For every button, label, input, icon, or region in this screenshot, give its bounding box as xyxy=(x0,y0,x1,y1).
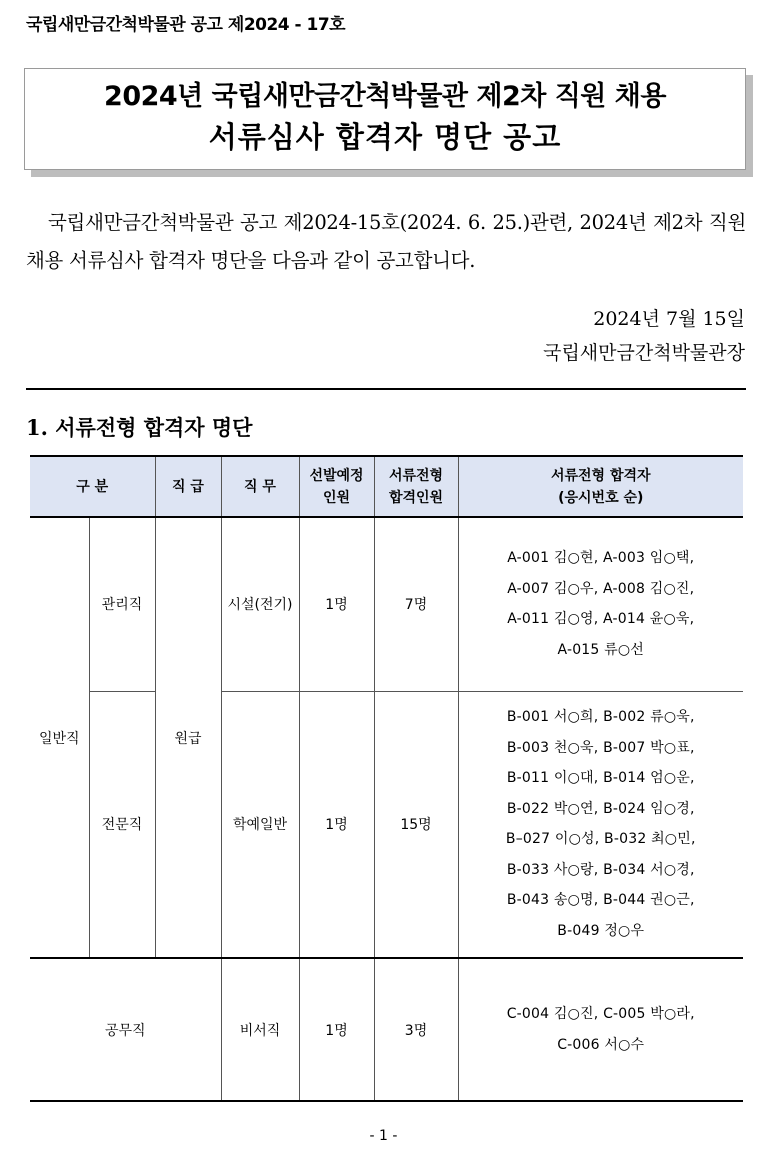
cell-names xyxy=(458,958,743,1101)
cell-duty: 시설(전기) xyxy=(221,517,299,691)
cell-planned: 1명 xyxy=(299,517,374,691)
name-line: B-001 서○희, B-002 류○욱, xyxy=(506,709,695,726)
issuer-name: 국립새만금간척박물관장 xyxy=(543,342,745,364)
header-planned-line2: 인원 xyxy=(322,489,351,506)
cell-names xyxy=(458,517,743,691)
header-category: 구 분 xyxy=(30,456,155,517)
title-box xyxy=(24,68,746,170)
page-number: - 1 - xyxy=(369,1128,398,1144)
cell-category: 공무직 xyxy=(30,958,221,1101)
name-line: B-033 사○랑, B-034 서○경, xyxy=(506,861,695,878)
cell-sub-category: 전문직 xyxy=(89,691,155,958)
header-passed-line1: 서류전형 xyxy=(388,467,444,484)
cell-general-group: 일반직 xyxy=(30,517,89,958)
cell-names xyxy=(458,691,743,958)
name-line: A-007 김○우, A-008 김○진, xyxy=(507,580,695,597)
header-planned-line1: 선발예정 xyxy=(309,467,364,484)
name-line: A-015 류○선 xyxy=(557,641,645,658)
header-planned xyxy=(299,456,374,517)
cell-passed: 7명 xyxy=(374,517,458,691)
name-line: B-011 이○대, B-014 엄○운, xyxy=(506,770,695,787)
name-line: C-006 서○수 xyxy=(557,1036,645,1053)
table-header-row xyxy=(30,456,743,517)
header-duty: 직 무 xyxy=(221,456,299,517)
header-grade: 직 급 xyxy=(155,456,221,517)
cell-duty: 비서직 xyxy=(221,958,299,1101)
header-names-line2: (응시번호 순) xyxy=(558,489,644,506)
cell-passed: 3명 xyxy=(374,958,458,1101)
name-line: B-022 박○연, B-024 임○경, xyxy=(506,800,695,817)
body-paragraph-text: 국립새만금간척박물관 공고 제2024-15호(2024. 6. 25.)관련, 2024년 제2차 직원 채용 서류심사 합격자 명단을 다음과 같이 공고합니다. xyxy=(26,211,746,272)
body-paragraph xyxy=(26,204,746,280)
section-title xyxy=(26,412,252,442)
name-line: A-001 김○현, A-003 임○택, xyxy=(507,550,695,567)
name-line: A-011 김○영, A-014 윤○욱, xyxy=(507,611,695,628)
name-line: B-049 정○우 xyxy=(557,922,645,939)
table-row xyxy=(30,691,743,958)
cell-sub-category: 관리직 xyxy=(89,517,155,691)
section-number: 1. xyxy=(26,415,48,440)
title-line-2: 서류심사 합격자 명단 공고 xyxy=(208,120,562,154)
cell-passed: 15명 xyxy=(374,691,458,958)
divider xyxy=(26,388,746,390)
cell-planned: 1명 xyxy=(299,691,374,958)
name-line: C-004 김○진, C-005 박○라, xyxy=(506,1006,695,1022)
section-title-text: 서류전형 합격자 명단 xyxy=(55,416,253,440)
table-row xyxy=(30,958,743,1101)
cell-duty: 학예일반 xyxy=(221,691,299,958)
name-line: B-003 천○욱, B-007 박○표, xyxy=(506,739,695,756)
cell-planned: 1명 xyxy=(299,958,374,1101)
cell-grade: 원급 xyxy=(155,517,221,958)
header-names xyxy=(458,456,743,517)
title-line-1: 2024년 국립새만금간척박물관 제2차 직원 채용 xyxy=(104,81,666,112)
notice-number: 국립새만금간척박물관 공고 제2024 - 17호 xyxy=(26,15,346,35)
header-passed xyxy=(374,456,458,517)
header-names-line1: 서류전형 합격자 xyxy=(550,467,651,484)
name-line: B–027 이○성, B-032 최○민, xyxy=(505,831,696,848)
table-row xyxy=(30,517,743,691)
name-line: B-043 송○명, B-044 권○근, xyxy=(506,892,695,909)
notice-date: 2024년 7월 15일 xyxy=(593,308,745,330)
header-passed-line2: 합격인원 xyxy=(388,489,444,506)
results-table xyxy=(30,455,743,1102)
